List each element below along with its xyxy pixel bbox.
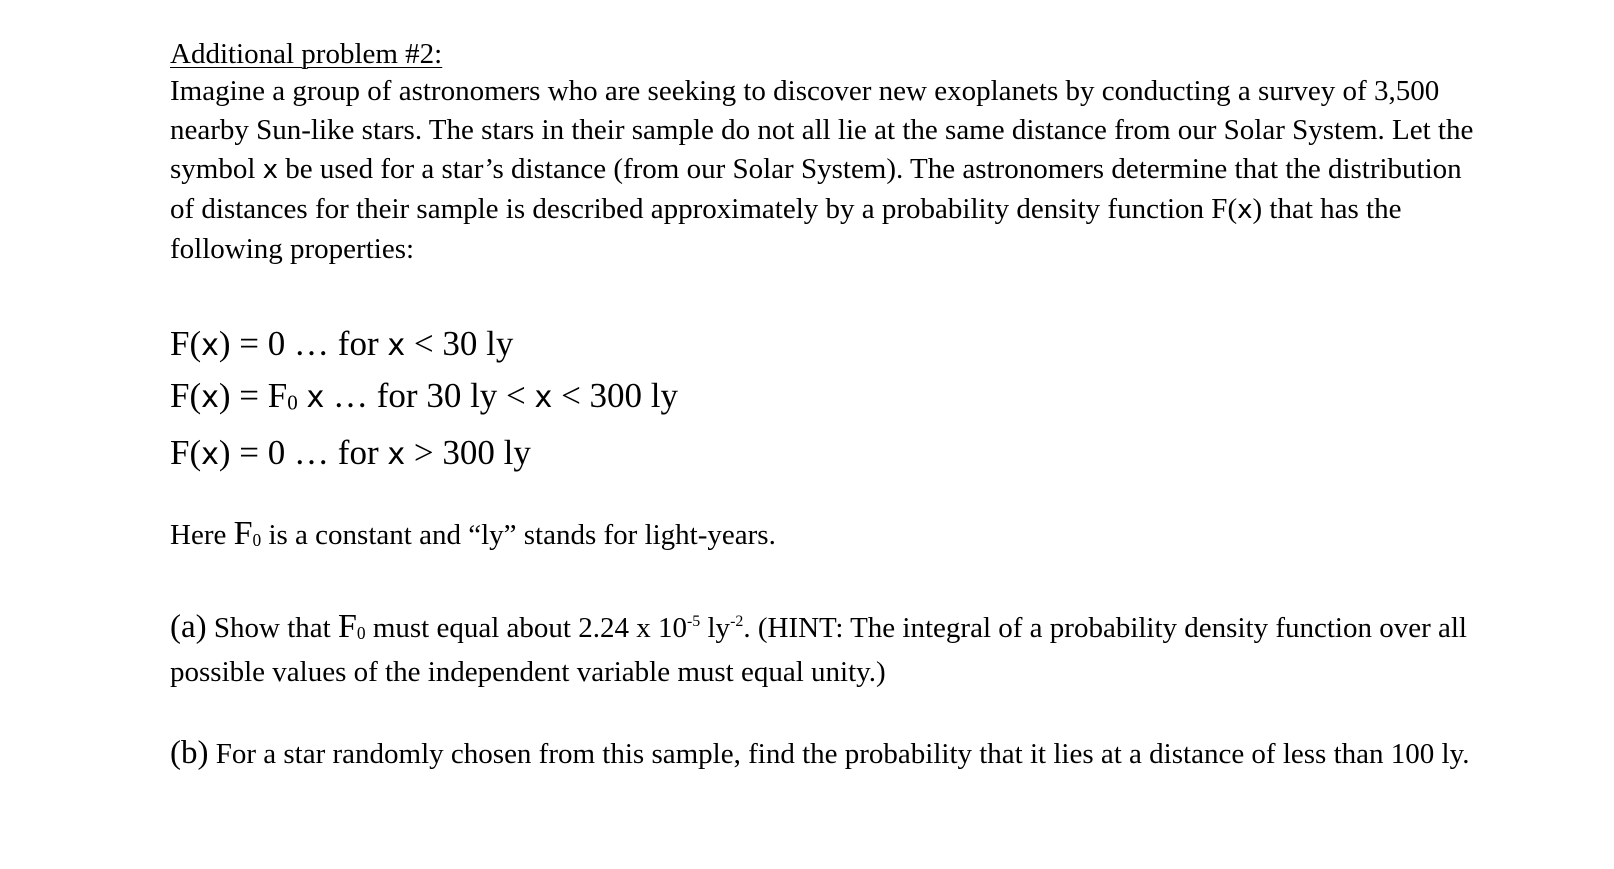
eq3-var2: x bbox=[387, 436, 406, 472]
eq2-var2: x bbox=[306, 380, 325, 415]
eq2-rhs-b: < 300 ly bbox=[552, 376, 679, 415]
part-a-text-1: Show that bbox=[206, 611, 338, 644]
part-a-symbol: F bbox=[337, 607, 357, 645]
note-symbol: F bbox=[233, 514, 253, 552]
eq1-var: x bbox=[201, 328, 219, 363]
eq1-var2: x bbox=[387, 328, 406, 363]
eq2-var3: x bbox=[534, 380, 553, 415]
eq1-middle: ) = 0 … for bbox=[218, 324, 388, 363]
eq3-var: x bbox=[201, 436, 219, 472]
problem-document bbox=[170, 36, 1490, 774]
eq3-lhs: F( bbox=[170, 432, 202, 472]
part-a-subscript: 0 bbox=[356, 622, 366, 643]
eq2-var: x bbox=[201, 380, 219, 415]
note-prefix: Here bbox=[170, 518, 234, 551]
part-a-text-2: must equal about 2.24 x 10 bbox=[365, 611, 687, 644]
intro-text-3: ) that has the following properties: bbox=[170, 193, 1402, 265]
part-a-label: (a) bbox=[170, 608, 207, 645]
part-b-label: (b) bbox=[170, 734, 209, 771]
intro-text-1: Imagine a group of astronomers who are seeking to discover new exoplanets by conducting a survey of 3,500 nearby Sun-like stars. The stars in their sample do not all lie at the same distance from our Solar System. Let the symbol bbox=[170, 75, 1474, 185]
eq3-rhs: > 300 ly bbox=[405, 432, 531, 472]
equation-line-1 bbox=[170, 319, 1490, 371]
part-a-text-3: ly bbox=[700, 611, 731, 644]
eq2-subscript: 0 bbox=[287, 390, 298, 415]
problem-intro bbox=[170, 72, 1490, 269]
eq2-lhs: F( bbox=[170, 376, 202, 415]
eq2-middle: ) = F bbox=[218, 376, 288, 415]
note-subscript: 0 bbox=[252, 529, 262, 550]
problem-heading: Additional problem #2: bbox=[170, 38, 443, 70]
variable-x: x bbox=[1237, 195, 1253, 225]
piecewise-definition bbox=[170, 319, 1490, 480]
part-b-text: For a star randomly chosen from this sample, find the probability that it lies at a distance of less than 100 ly. bbox=[208, 737, 1470, 770]
note-suffix: is a constant and “ly” stands for light-years. bbox=[261, 518, 776, 551]
intro-text-2: be used for a star’s distance (from our Solar System). The astronomers determine that the distribution of distances for their sample is described approximately by a probability density function F( bbox=[170, 153, 1462, 225]
eq3-middle: ) = 0 … for bbox=[218, 432, 388, 472]
part-a-exponent-2: -2 bbox=[730, 612, 744, 630]
eq1-lhs: F( bbox=[170, 324, 202, 363]
part-b bbox=[170, 734, 1490, 774]
variable-x: x bbox=[262, 155, 279, 185]
part-a bbox=[170, 602, 1490, 692]
part-a-exponent-1: -5 bbox=[686, 612, 701, 630]
equation-line-3 bbox=[170, 428, 1490, 480]
part-a-text-4: . (HINT: The integral of a probability density function over all possible values of the independent variable must equal unity.) bbox=[170, 611, 1467, 688]
equation-line-2 bbox=[170, 371, 1490, 428]
eq1-rhs: < 30 ly bbox=[405, 324, 514, 363]
eq2-rhs-a: … for 30 ly < bbox=[324, 376, 535, 415]
constant-note bbox=[170, 514, 1490, 560]
